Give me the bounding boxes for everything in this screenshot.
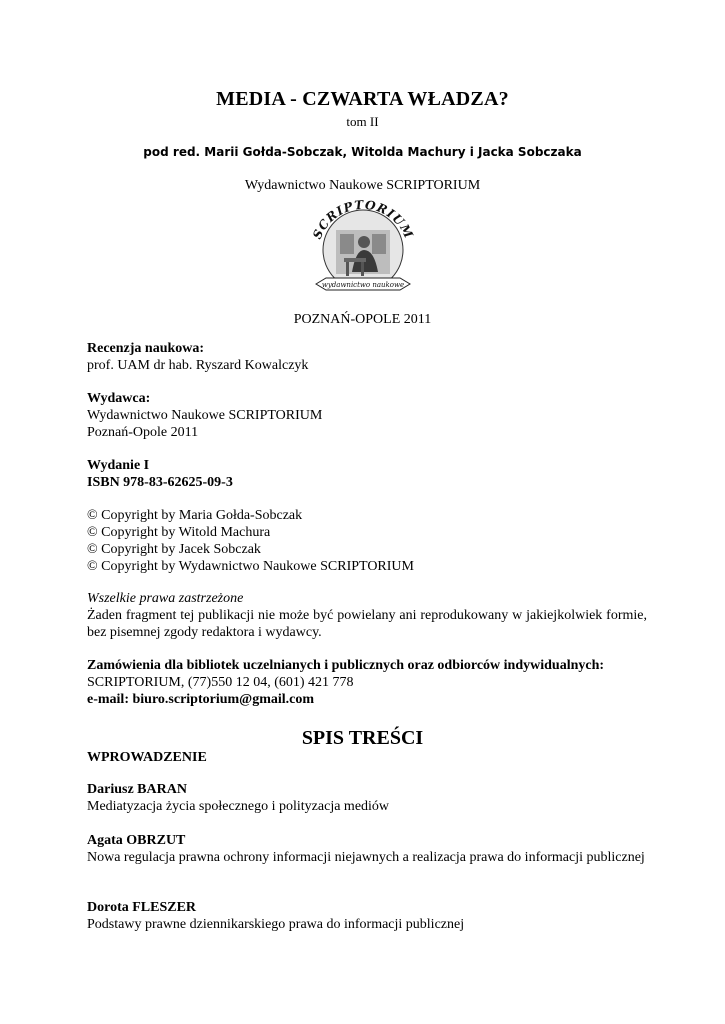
orders-label: Zamówienia dla bibliotek uczelnianych i publicznych oraz odbiorców indywidualnych:: [87, 658, 605, 673]
toc-entry: [87, 899, 647, 933]
editors-line: pod red. Marii Gołda-Sobczak, Witolda Machury i Jacka Sobczaka: [143, 145, 582, 159]
toc-entry-author: Agata OBRZUT: [87, 833, 186, 848]
toc-entry-title: Mediatyzacja życia społecznego i polityzacja mediów: [87, 799, 390, 814]
toc-heading: SPIS TREŚCI: [301, 727, 424, 749]
copyright-line: © Copyright by Jacek Sobczak: [87, 542, 261, 557]
book-title: MEDIA - CZWARTA WŁADZA?: [216, 88, 509, 110]
orders-contact: SCRIPTORIUM, (77)550 12 04, (601) 421 778: [87, 675, 354, 690]
review-section: [87, 340, 647, 374]
review-label: Recenzja naukowa:: [87, 341, 205, 356]
orders-email: e-mail: biuro.scriptorium@gmail.com: [87, 692, 315, 707]
toc-entry-author: Dorota FLESZER: [87, 900, 197, 915]
volume-label: tom II: [346, 114, 379, 129]
toc-entry-title: Nowa regulacja prawna ochrony informacji niejawnych a realizacja prawa do informacji publicznej: [87, 850, 645, 865]
toc-intro: [87, 749, 647, 766]
place-year: POZNAŃ-OPOLE 2011: [293, 312, 432, 327]
edition-section: [87, 457, 647, 491]
logo-ribbon-text: wydawnictwo naukowe: [321, 281, 405, 289]
logo-top-text: SCRIPTORIUM: [309, 197, 417, 242]
rights-section: [87, 590, 647, 641]
toc-entry: [87, 832, 647, 866]
publisher-label: Wydawca:: [87, 391, 151, 406]
scriptorium-logo: [306, 192, 420, 304]
edition-label: Wydanie I: [87, 458, 150, 473]
reviewer-name: prof. UAM dr hab. Ryszard Kowalczyk: [87, 358, 309, 373]
publisher-place: Poznań-Opole 2011: [87, 425, 199, 440]
copyright-line: © Copyright by Witold Machura: [87, 525, 271, 540]
toc-entry-title: Podstawy prawne dziennikarskiego prawa do informacji publicznej: [87, 917, 465, 932]
rights-label: Wszelkie prawa zastrzeżone: [87, 591, 244, 606]
copyright-section: [87, 507, 647, 575]
publisher-name: Wydawnictwo Naukowe SCRIPTORIUM: [87, 408, 323, 423]
toc-intro-label: WPROWADZENIE: [87, 750, 207, 765]
toc-entry-author: Dariusz BARAN: [87, 782, 187, 797]
publisher-section: [87, 390, 647, 441]
copyright-line: © Copyright by Maria Gołda-Sobczak: [87, 508, 303, 523]
rights-text: Żaden fragment tej publikacji nie może być powielany ani reprodukowany w jakiejkolwiek formie, bez pisemnej zgody redaktora i wydawcy.: [87, 608, 647, 640]
publisher-line: Wydawnictwo Naukowe SCRIPTORIUM: [244, 178, 481, 193]
orders-section: [87, 657, 647, 708]
copyright-line: © Copyright by Wydawnictwo Naukowe SCRIPTORIUM: [87, 559, 414, 574]
toc-entry: [87, 781, 647, 815]
isbn: ISBN 978-83-62625-09-3: [87, 475, 233, 490]
